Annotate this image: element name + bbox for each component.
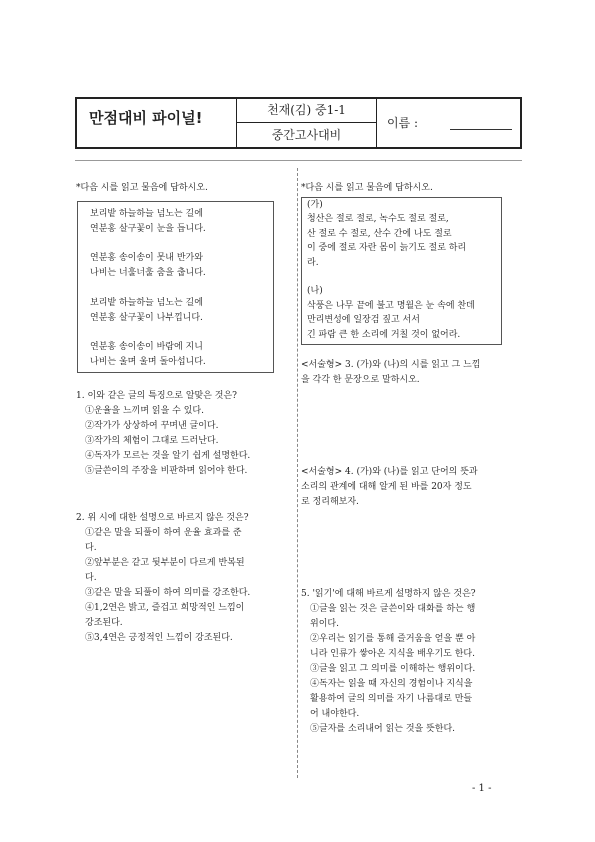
- option: ⑤글쓴이의 주장을 비판하며 읽어야 한다.: [85, 466, 248, 476]
- option: ⑤글자를 소리내어 읽는 것을 뜻한다.: [310, 724, 456, 734]
- subject-cell: [237, 99, 377, 147]
- question-stem: 2. 위 시에 대한 설명으로 바르지 않은 것은?: [76, 513, 249, 523]
- poem-line: [90, 325, 206, 340]
- option: ②앞부분은 같고 뒷부분이 다르게 반복된: [85, 558, 245, 568]
- question-2: [76, 511, 250, 646]
- poem-line: [307, 270, 475, 284]
- poem-line: 나비는 울며 울며 돌아섭니다.: [90, 356, 206, 367]
- question-line: 을 각각 한 문장으로 말하시오.: [301, 375, 420, 385]
- poem-line: 이 중에 절로 자란 몸이 늙기도 절로 하리: [307, 243, 467, 254]
- question-line: <서술형> 4. (가)와 (나)를 읽고 단어의 뜻과: [301, 467, 478, 477]
- page-title: 만점대비 파이널!: [89, 109, 203, 127]
- poem-line: 산 절로 수 절로, 산수 간에 나도 절로: [307, 228, 452, 239]
- name-cell: [377, 99, 520, 147]
- question-line: 로 정리해보자.: [301, 497, 359, 507]
- poem-line: 연분홍 송이송이 못내 반가와: [90, 253, 203, 264]
- question-1: [76, 389, 250, 479]
- poem-line: 연분홍 살구꽃이 눈을 듭니다.: [90, 223, 206, 234]
- question-options: [76, 404, 250, 479]
- option: ④독자는 읽을 때 자신의 경험이나 지식을: [310, 679, 473, 689]
- option: ③글을 읽고 그 의미를 이해하는 행위이다.: [310, 664, 476, 674]
- option: ①글을 읽는 것은 글쓴이와 대화를 하는 행: [310, 604, 476, 614]
- question-stem: 1. 이와 같은 글의 특징으로 알맞은 것은?: [76, 391, 237, 401]
- question-line: <서술형> 3. (가)와 (나)의 시를 읽고 그 느낌: [301, 360, 481, 370]
- right-poem: [307, 198, 475, 342]
- name-label: 이름 :: [387, 116, 419, 130]
- subject-label: 천재(김) 중1-1: [237, 99, 376, 123]
- question-options: [301, 602, 476, 737]
- header-divider: [75, 160, 522, 161]
- question-options: [76, 526, 250, 646]
- poem-line: 만리변성에 일장검 짚고 서서: [307, 315, 420, 326]
- option: 다.: [85, 573, 97, 583]
- title-cell: [77, 99, 237, 147]
- poem-line: 삭풍은 나무 끝에 불고 명월은 눈 속에 찬데: [307, 300, 475, 311]
- option: 강조된다.: [85, 618, 123, 628]
- question-4: [301, 465, 478, 510]
- poem-line: 나비는 너훌너훌 춤을 춥니다.: [90, 268, 206, 279]
- column-divider: [297, 168, 298, 778]
- poem-line: 긴 파람 큰 한 소리에 거칠 것이 없어라.: [307, 329, 461, 340]
- option: 니라 인류가 쌓아온 지식을 배우기도 한다.: [310, 649, 475, 659]
- option: 다.: [85, 543, 97, 553]
- option: 활용하여 글의 의미를 자기 나름대로 만들: [310, 694, 473, 704]
- option: ②우리는 읽기를 통해 즐거움을 얻을 뿐 아: [310, 634, 476, 644]
- option: ①운율을 느끼며 읽을 수 있다.: [85, 406, 204, 416]
- header-table: [75, 97, 522, 149]
- question-stem: 5. '읽기'에 대해 바르게 설명하지 않은 것은?: [301, 589, 476, 599]
- poem-line: (나): [307, 286, 323, 297]
- exam-label: 중간고사대비: [271, 128, 342, 142]
- poem-line: 청산은 절로 절로, 녹수도 절로 절로,: [307, 214, 449, 225]
- poem-line: 보리밭 하늘하늘 넘노는 길에: [90, 297, 203, 308]
- poem-line: 연분홍 송이송이 바람에 지니: [90, 342, 203, 353]
- question-3: [301, 358, 480, 388]
- poem-line: 연분홍 살구꽃이 나부낍니다.: [90, 312, 203, 323]
- option: ⑤3,4연은 긍정적인 느낌이 강조된다.: [85, 633, 233, 643]
- poem-line: [90, 237, 206, 252]
- option: ③같은 말을 되풀이 하여 의미를 강조한다.: [85, 588, 251, 598]
- name-blank-line: [450, 129, 512, 130]
- option: ②작가가 상상하여 꾸며낸 글이다.: [85, 421, 219, 431]
- option: 어 내야한다.: [310, 709, 360, 719]
- poem-line: 보리밭 하늘하늘 넘노는 길에: [90, 209, 203, 219]
- right-instruction: *다음 시를 읽고 물음에 답하시오.: [301, 183, 433, 193]
- page-number: - 1 -: [472, 783, 492, 794]
- left-poem: [90, 207, 206, 370]
- option: 위이다.: [310, 619, 339, 629]
- left-instruction: *다음 시를 읽고 물음에 답하시오.: [76, 183, 208, 193]
- poem-line: 라.: [307, 257, 319, 268]
- option: ①같은 말을 되풀이 하여 운율 효과를 준: [85, 528, 242, 538]
- poem-line: [90, 281, 206, 296]
- option: ④독자가 모르는 것을 알기 쉽게 설명한다.: [85, 451, 251, 461]
- question-5: [301, 587, 476, 737]
- poem-line: (가): [307, 200, 323, 210]
- question-line: 소리의 관계에 대해 알게 된 바를 20자 정도: [301, 482, 472, 492]
- option: ③작가의 체험이 그대로 드러난다.: [85, 436, 219, 446]
- option: ④1,2연은 밝고, 즐겁고 희망적인 느낌이: [85, 603, 245, 613]
